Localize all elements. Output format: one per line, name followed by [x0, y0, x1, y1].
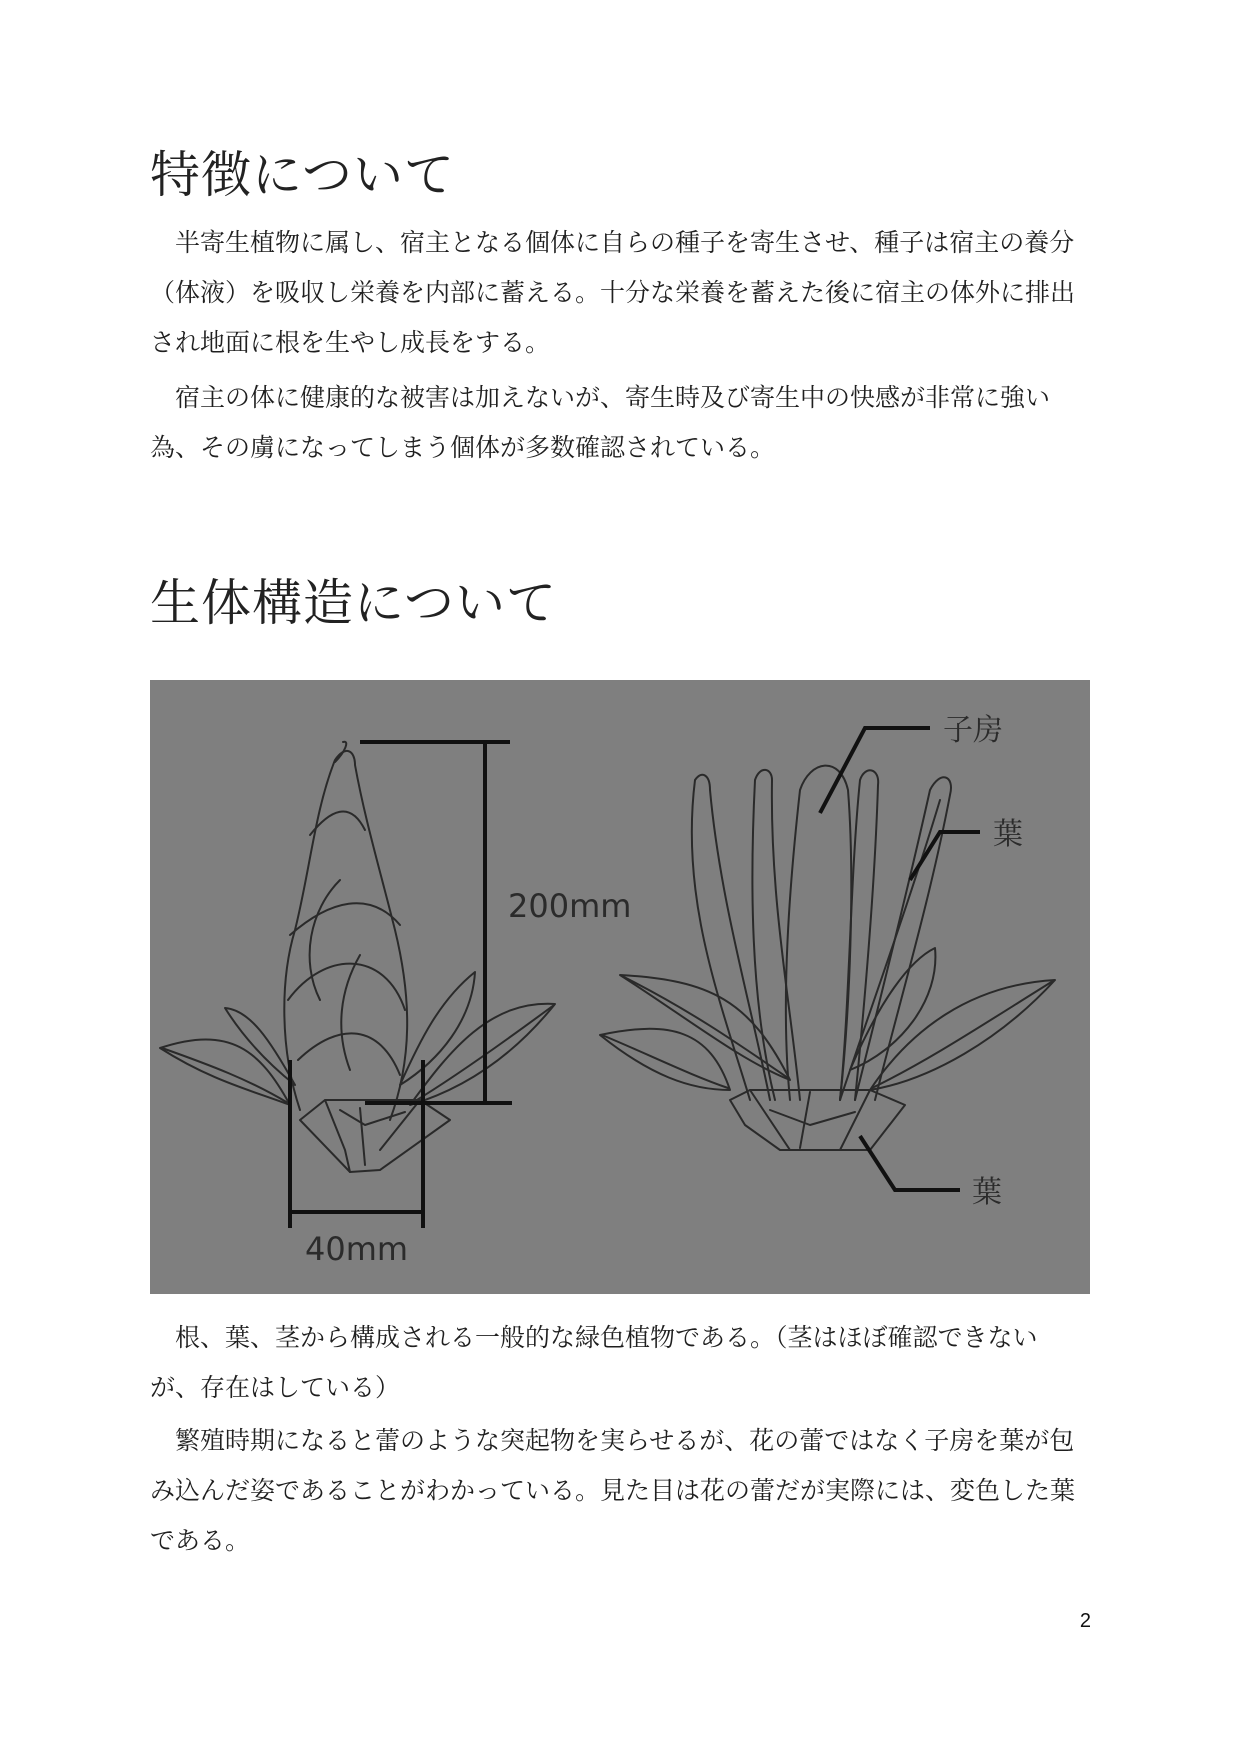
closed-bud — [284, 751, 407, 1120]
height-label: 200mm — [508, 887, 632, 925]
features-paragraph-1: 半寄生植物に属し、宿主となる個体に自らの種子を寄生させ、種子は宿主の養分（体液）を吸収し栄養を内部に蓄える。十分な栄養を蓄えた後に宿主の体外に排出され地面に根を生やし成長をする。 — [150, 228, 1076, 357]
lower-leaf-label: 葉 — [972, 1175, 1002, 1210]
ovary-label: 子房 — [943, 713, 1003, 748]
features-paragraph-2: 宿主の体に健康的な被害は加えないが、寄生時及び寄生中の快感が非常に強い為、その虜になってしまう個体が多数確認されている。 — [150, 383, 1051, 462]
plant-structure-illustration — [150, 680, 1090, 1294]
closed-bud-plant — [160, 742, 555, 1172]
left-plant-base-leaves — [300, 1100, 450, 1172]
section-heading-structure: 生体構造について — [150, 574, 557, 632]
structure-paragraph-2: 繁殖時期になると蕾のような突起物を実らせるが、花の蕾ではなく子房を葉が包み込んだ姿であることがわかっている。見た目は花の蕾だが実際には、変色した葉である。 — [150, 1426, 1076, 1555]
section-heading-features: 特徴について — [150, 146, 455, 204]
ovary-bud — [786, 766, 851, 1100]
upper-leaf-label: 葉 — [993, 817, 1023, 852]
plant-diagram-svg — [150, 680, 1090, 1294]
opened-plant — [600, 766, 1055, 1150]
structure-paragraph-1: 根、葉、茎から構成される一般的な緑色植物である。（茎はほぼ確認できないが、存在はしている） — [150, 1323, 1038, 1402]
callout-lines — [820, 728, 980, 1190]
upper-leaf-callout — [910, 832, 980, 880]
page-number: 2 — [1079, 1610, 1091, 1632]
width-label: 40mm — [305, 1230, 409, 1268]
